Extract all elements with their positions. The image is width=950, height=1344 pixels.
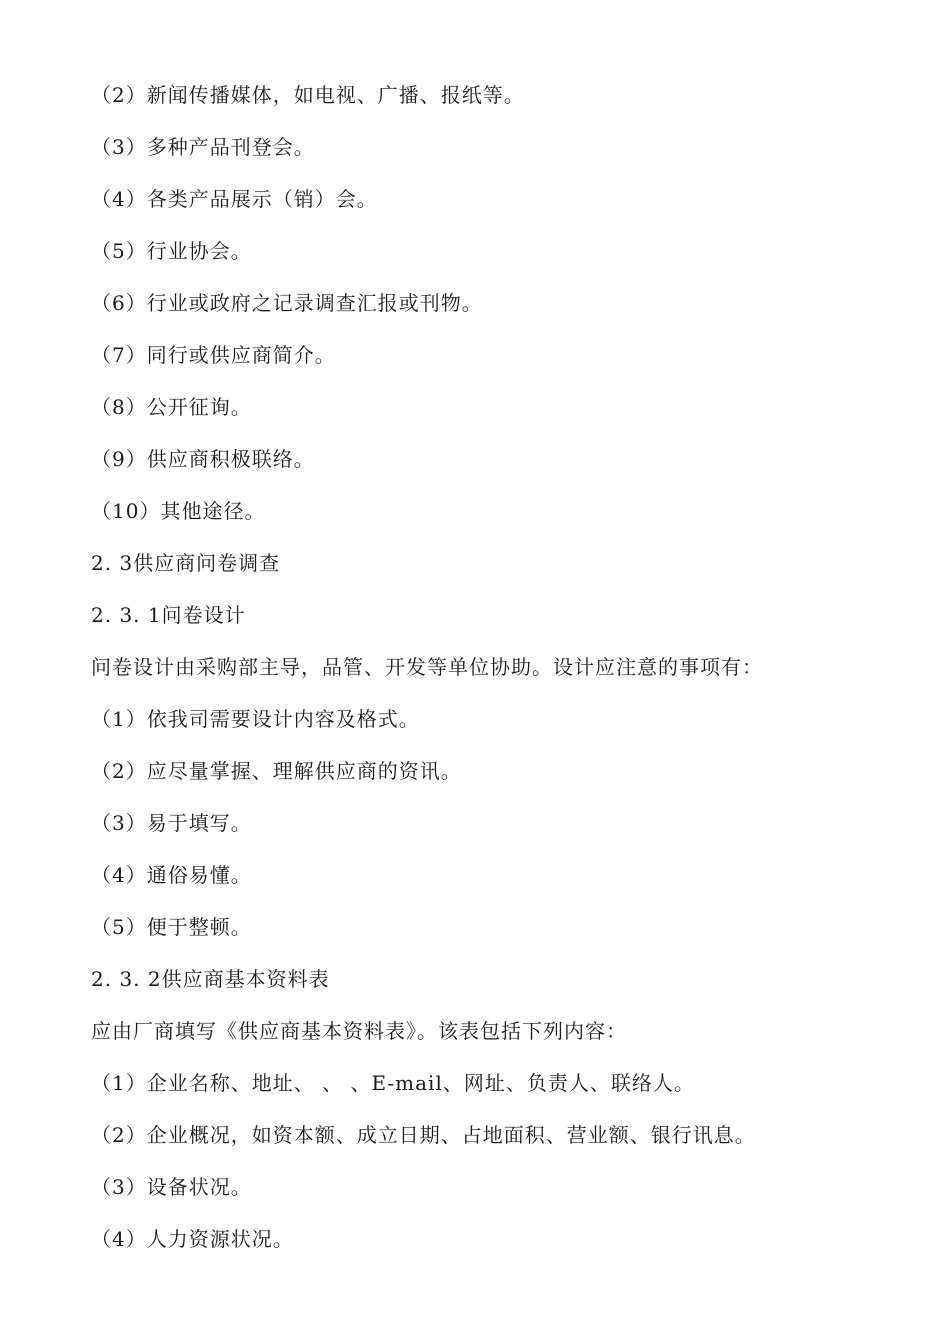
- list-item-public-inquiry: （8）公开征询。: [91, 395, 252, 419]
- list-item-active-contact: （9）供应商积极联络。: [91, 447, 315, 471]
- list-item-organize: （5）便于整顿。: [91, 915, 252, 939]
- list-item-easy-understand: （4）通俗易懂。: [91, 863, 252, 887]
- list-item-product-exhibition: （4）各类产品展示（销）会。: [91, 187, 378, 211]
- list-item-equipment: （3）设备状况。: [91, 1175, 252, 1199]
- list-item-product-listing: （3）多种产品刊登会。: [91, 135, 315, 159]
- list-item-gov-records: （6）行业或政府之记录调查汇报或刊物。: [91, 291, 483, 315]
- section-heading-2-3-1: 2. 3. 1问卷设计: [91, 603, 246, 627]
- list-item-industry-assoc: （5）行业协会。: [91, 239, 252, 263]
- list-item-news-media: （2）新闻传播媒体，如电视、广播、报纸等。: [91, 83, 525, 107]
- list-item-peer-intro: （7）同行或供应商简介。: [91, 343, 336, 367]
- section-heading-2-3: 2. 3供应商问卷调查: [91, 551, 281, 575]
- section-heading-2-3-2: 2. 3. 2供应商基本资料表: [91, 967, 330, 991]
- list-item-human-resources: （4）人力资源状况。: [91, 1227, 294, 1251]
- list-item-company-name: （1）企业名称、地址、 、 、E-mail、网址、负责人、联络人。: [91, 1071, 695, 1095]
- list-item-easy-fill: （3）易于填写。: [91, 811, 252, 835]
- list-item-format: （1）依我司需要设计内容及格式。: [91, 707, 420, 731]
- paragraph-questionnaire: 问卷设计由采购部主导，品管、开发等单位协助。设计应注意的事项有：: [91, 655, 763, 679]
- paragraph-basic-info: 应由厂商填写《供应商基本资料表》。该表包括下列内容：: [91, 1019, 627, 1043]
- list-item-understand: （2）应尽量掌握、理解供应商的资讯。: [91, 759, 462, 783]
- list-item-company-overview: （2）企业概况，如资本额、成立日期、占地面积、营业额、银行讯息。: [91, 1123, 756, 1147]
- list-item-other: （10）其他途径。: [91, 499, 266, 523]
